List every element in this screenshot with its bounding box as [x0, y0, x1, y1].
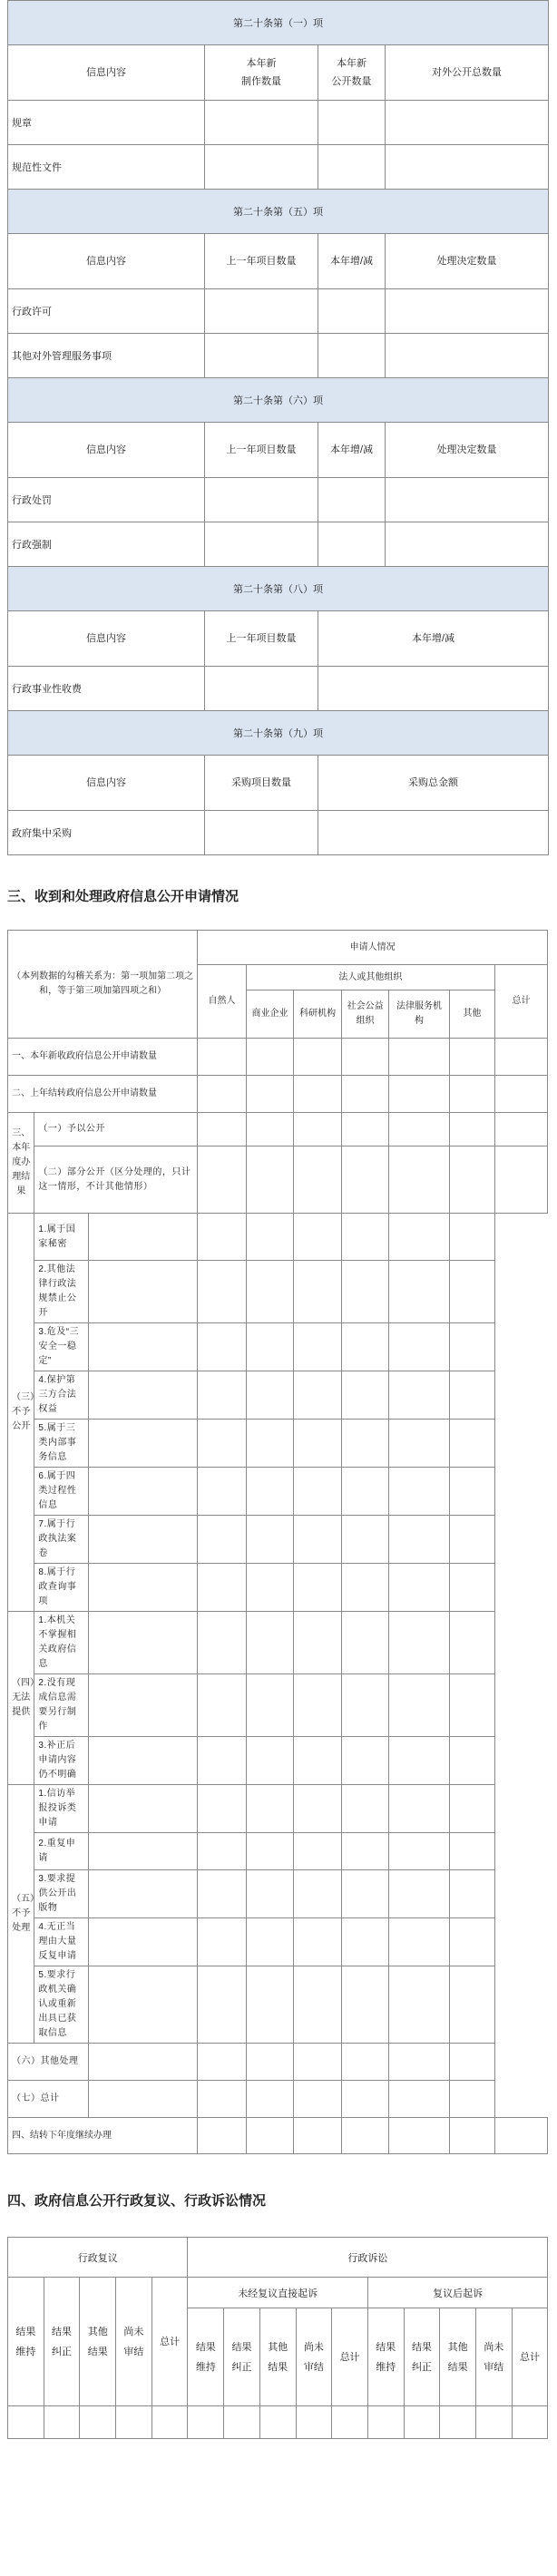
col-header: 结果维持 — [367, 2308, 404, 2406]
row-label: （二）部分公开（区分处理的，只计这一情形，不计其他情形） — [34, 1147, 198, 1214]
table-row — [8, 2406, 548, 2439]
table-row — [8, 1564, 548, 1612]
col-header: 结果纠正 — [44, 2278, 80, 2406]
application-table — [7, 930, 548, 2154]
row-label: 5.要求行政机关确认或重新出具已获取信息 — [34, 1966, 89, 2044]
row-label: 行政强制 — [8, 522, 205, 567]
row-label: 6.属于四类过程性信息 — [34, 1468, 89, 1516]
column-header: 本年增/减 — [318, 423, 386, 478]
column-header: 上一年项目数量 — [205, 611, 318, 667]
group-label: （五）不予处理 — [8, 1785, 34, 2044]
col-public-welfare: 社会公益组织 — [341, 990, 389, 1039]
row-label: 行政许可 — [8, 289, 205, 334]
table-row — [8, 1516, 548, 1564]
table-row — [8, 1737, 548, 1785]
column-header: 本年新 制作数量 — [205, 45, 318, 101]
col-header: 结果纠正 — [404, 2308, 440, 2406]
table-row — [8, 667, 549, 711]
block-title: 第二十条第（九）项 — [8, 711, 549, 756]
row-label: 行政处罚 — [8, 478, 205, 522]
table-row — [8, 478, 549, 522]
table-row — [8, 2118, 548, 2154]
review-litigation-table — [7, 2237, 548, 2439]
table-row — [8, 145, 549, 190]
table-row — [8, 1870, 548, 1918]
column-header: 本年新 公开数量 — [318, 45, 386, 101]
natural-person-header: 自然人 — [198, 965, 247, 1039]
block-title: 第二十条第（八）项 — [8, 567, 549, 611]
row-label: 4.无正当理由大量反复申请 — [34, 1918, 89, 1966]
row-label: 4.保护第三方合法权益 — [34, 1371, 89, 1420]
col-header: 结果纠正 — [224, 2308, 260, 2406]
table-row — [8, 1039, 548, 1076]
col-header: 其他结果 — [440, 2308, 476, 2406]
row-label: 2.重复申请 — [34, 1833, 89, 1870]
table-row — [8, 1785, 548, 1833]
total-header: 总计 — [495, 965, 548, 1039]
column-header: 采购总金额 — [318, 756, 549, 811]
col-research: 科研机构 — [294, 990, 342, 1039]
column-header: 本年增/减 — [318, 234, 386, 289]
article20-table — [7, 0, 549, 855]
col-header: 总计 — [151, 2278, 188, 2406]
group-label: （四）无法提供 — [8, 1612, 34, 1785]
table-row — [8, 1371, 548, 1420]
column-header: 信息内容 — [8, 756, 205, 811]
column-header: 信息内容 — [8, 611, 205, 667]
row-label: 3.补正后申请内容仍不明确 — [34, 1737, 89, 1785]
col-header: 尚未审结 — [475, 2308, 512, 2406]
col-header: 其他结果 — [259, 2308, 296, 2406]
row-label: 2.其他法律行政法规禁止公开 — [34, 1261, 89, 1323]
row-label: 政府集中采购 — [8, 811, 205, 855]
row-label: 规章 — [8, 101, 205, 145]
column-header: 处理决定数量 — [386, 234, 549, 289]
row-label: （六）其他处理 — [8, 2044, 89, 2081]
section4-title: 四、政府信息公开行政复议、行政诉讼情况 — [7, 2194, 267, 2209]
table-row — [8, 1113, 548, 1147]
table-row — [8, 1468, 548, 1516]
row-label: 2.没有现成信息需要另行制作 — [34, 1674, 89, 1737]
row-label: （七）总计 — [8, 2081, 89, 2118]
col-legal-service: 法律服务机构 — [389, 990, 449, 1039]
table-row — [8, 1214, 548, 1261]
table-row — [8, 2081, 548, 2118]
litigation-header: 行政诉讼 — [188, 2238, 548, 2278]
column-header: 信息内容 — [8, 423, 205, 478]
row-label: 一、本年新收政府信息公开申请数量 — [8, 1039, 198, 1076]
column-header: 对外公开总数量 — [386, 45, 549, 101]
legal-header: 法人或其他组织 — [246, 965, 494, 990]
col-header: 结果维持 — [8, 2278, 44, 2406]
section3-title: 三、收到和处理政府信息公开申请情况 — [7, 890, 239, 904]
row-label: 四、结转下年度继续办理 — [8, 2118, 198, 2154]
col-business: 商业企业 — [246, 990, 294, 1039]
col-header: 其他结果 — [80, 2278, 116, 2406]
review-header: 行政复议 — [8, 2238, 188, 2278]
table-row — [8, 1261, 548, 1323]
group-label: （三）不予公开 — [8, 1214, 34, 1612]
col-header: 结果维持 — [188, 2308, 224, 2406]
applicant-header: 申请人情况 — [198, 931, 548, 965]
result-group-label: 三、本年度办理结果 — [8, 1113, 34, 1214]
direct-suit-header: 未经复议直接起诉 — [188, 2278, 367, 2308]
column-header: 上一年项目数量 — [205, 423, 318, 478]
row-label: 1.属于国家秘密 — [34, 1214, 89, 1261]
row-label: 二、上年结转政府信息公开申请数量 — [8, 1076, 198, 1113]
table-row — [8, 1674, 548, 1737]
col-other: 其他 — [449, 990, 494, 1039]
col-header: 总计 — [332, 2308, 368, 2406]
page-content — [7, 0, 548, 2439]
column-header: 信息内容 — [8, 45, 205, 101]
table-row — [8, 811, 549, 855]
row-label: 3.要求提供公开出版物 — [34, 1870, 89, 1918]
row-label: 8.属于行政查询事项 — [34, 1564, 89, 1612]
table-row — [8, 1966, 548, 2044]
column-header: 采购项目数量 — [205, 756, 318, 811]
column-header: 处理决定数量 — [386, 423, 549, 478]
column-header: 上一年项目数量 — [205, 234, 318, 289]
block-title: 第二十条第（一）项 — [8, 1, 549, 45]
table-row — [8, 1612, 548, 1674]
table-row — [8, 289, 549, 334]
row-label: 5.属于三类内部事务信息 — [34, 1420, 89, 1468]
row-label: 1.本机关不掌握相关政府信息 — [34, 1612, 89, 1674]
row-label: 7.属于行政执法案卷 — [34, 1516, 89, 1564]
row-label: 1.信访举报投诉类申请 — [34, 1785, 89, 1833]
table-row — [8, 1420, 548, 1468]
col-header: 总计 — [512, 2308, 548, 2406]
row-label: （一）予以公开 — [34, 1113, 198, 1147]
table-row — [8, 1918, 548, 1966]
row-label: 行政事业性收费 — [8, 667, 205, 711]
table-row — [8, 1076, 548, 1113]
table-row — [8, 2044, 548, 2081]
table-row — [8, 1147, 548, 1214]
row-label: 规范性文件 — [8, 145, 205, 190]
column-header: 信息内容 — [8, 234, 205, 289]
row-label: 其他对外管理服务事项 — [8, 334, 205, 378]
table-row — [8, 101, 549, 145]
column-header: 本年增/减 — [318, 611, 549, 667]
table-row — [8, 1833, 548, 1870]
block-title: 第二十条第（五）项 — [8, 190, 549, 234]
table-row — [8, 1323, 548, 1371]
row-label: 3.危及“三安全一稳定” — [34, 1323, 89, 1371]
note-cell: （本列数据的勾稽关系为：第一项加第二项之和，等于第三项加第四项之和） — [8, 931, 198, 1039]
col-header: 尚未审结 — [116, 2278, 152, 2406]
table-row — [8, 522, 549, 567]
table-row — [8, 334, 549, 378]
col-header: 尚未审结 — [296, 2308, 332, 2406]
block-title: 第二十条第（六）项 — [8, 378, 549, 423]
after-review-suit-header: 复议后起诉 — [367, 2278, 547, 2308]
